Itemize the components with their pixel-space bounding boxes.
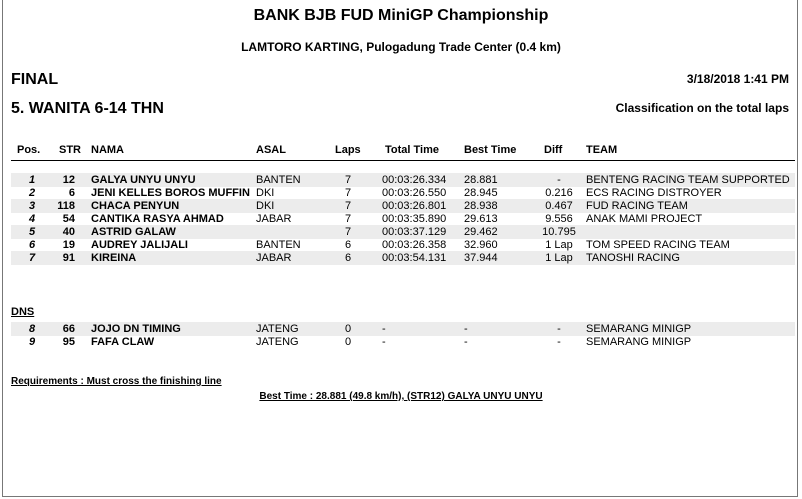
cell-str: 12 bbox=[62, 174, 75, 186]
cell-asal: DKI bbox=[256, 187, 275, 199]
cell-nama: JOJO DN TIMING bbox=[91, 323, 181, 335]
cell-nama: FAFA CLAW bbox=[91, 336, 155, 348]
cell-diff: 0.216 bbox=[545, 187, 573, 199]
cell-best-time: 28.945 bbox=[464, 187, 498, 199]
cell-diff: - bbox=[557, 174, 561, 186]
col-diff-header: Diff bbox=[544, 144, 563, 156]
cell-pos: 5 bbox=[28, 226, 36, 238]
cell-best-time: - bbox=[464, 336, 468, 348]
cell-team: TOM SPEED RACING TEAM bbox=[586, 239, 730, 251]
col-total-time-header: Total Time bbox=[385, 144, 439, 156]
cell-best-time: 28.938 bbox=[464, 200, 498, 212]
dns-label: DNS bbox=[11, 306, 35, 318]
cell-best-time: 32.960 bbox=[464, 239, 498, 251]
cell-str: 91 bbox=[62, 252, 75, 264]
best-time-note: Best Time : 28.881 (49.8 km/h), (STR12) GALYA UNYU UNYU bbox=[259, 391, 543, 402]
table-row bbox=[11, 322, 795, 336]
cell-total-time: - bbox=[382, 336, 386, 348]
table-row bbox=[11, 238, 795, 252]
col-asal-header: ASAL bbox=[256, 144, 286, 156]
col-nama-header: NAMA bbox=[91, 144, 124, 156]
cell-laps: 7 bbox=[345, 187, 352, 199]
cell-total-time: 00:03:35.890 bbox=[382, 213, 447, 225]
table-row bbox=[11, 173, 795, 187]
cell-laps: 7 bbox=[345, 213, 352, 225]
session-name: FINAL bbox=[11, 71, 59, 88]
cell-str: 40 bbox=[62, 226, 75, 238]
session-datetime: 3/18/2018 1:41 PM bbox=[686, 72, 789, 86]
cell-str: 6 bbox=[68, 187, 75, 199]
cell-best-time: 29.462 bbox=[464, 226, 498, 238]
cell-total-time: - bbox=[382, 323, 386, 335]
cell-pos: 2 bbox=[28, 187, 36, 199]
cell-team: ECS RACING DISTROYER bbox=[586, 187, 722, 199]
requirements-note: Requirements : Must cross the finishing line bbox=[11, 376, 222, 387]
cell-pos: 6 bbox=[28, 239, 36, 251]
cell-diff: 10.795 bbox=[542, 226, 576, 238]
cell-asal: JABAR bbox=[256, 213, 292, 225]
cell-nama: JENI KELLES BOROS MUFFIN bbox=[91, 187, 250, 199]
cell-best-time: 37.944 bbox=[464, 252, 498, 264]
cell-diff: 1 Lap bbox=[545, 252, 573, 264]
cell-laps: 7 bbox=[345, 226, 352, 238]
cell-best-time: 28.881 bbox=[464, 174, 498, 186]
cell-asal: BANTEN bbox=[256, 174, 301, 186]
cell-pos: 7 bbox=[28, 252, 36, 264]
cell-asal: DKI bbox=[256, 200, 275, 212]
cell-pos: 3 bbox=[28, 200, 36, 212]
cell-asal: JABAR bbox=[256, 252, 292, 264]
classification-note: Classification on the total laps bbox=[615, 101, 789, 115]
cell-asal: JATENG bbox=[256, 336, 299, 348]
table-row bbox=[11, 212, 795, 226]
cell-diff: 9.556 bbox=[545, 213, 573, 225]
cell-laps: 7 bbox=[345, 200, 352, 212]
cell-total-time: 00:03:54.131 bbox=[382, 252, 447, 264]
cell-team: FUD RACING TEAM bbox=[586, 200, 688, 212]
cell-team: SEMARANG MINIGP bbox=[586, 323, 692, 335]
cell-str: 95 bbox=[62, 336, 75, 348]
cell-nama: AUDREY JALIJALI bbox=[91, 239, 188, 251]
category-title: 5. WANITA 6-14 THN bbox=[11, 100, 164, 117]
cell-str: 118 bbox=[57, 200, 75, 212]
table-row bbox=[11, 251, 795, 265]
cell-total-time: 00:03:26.550 bbox=[382, 187, 447, 199]
cell-pos: 1 bbox=[28, 174, 36, 186]
cell-best-time: - bbox=[464, 323, 468, 335]
col-str-header: STR bbox=[59, 144, 81, 156]
col-pos-header: Pos. bbox=[17, 144, 41, 156]
col-team-header: TEAM bbox=[586, 144, 618, 156]
cell-nama: CANTIKA RASYA AHMAD bbox=[91, 213, 224, 225]
cell-diff: - bbox=[557, 336, 561, 348]
cell-str: 54 bbox=[62, 213, 75, 225]
table-row bbox=[11, 335, 795, 349]
cell-nama: ASTRID GALAW bbox=[91, 226, 176, 238]
col-best-time-header: Best Time bbox=[464, 144, 517, 156]
cell-best-time: 29.613 bbox=[464, 213, 498, 225]
cell-diff: - bbox=[557, 323, 561, 335]
cell-total-time: 00:03:26.334 bbox=[382, 174, 447, 186]
cell-laps: 6 bbox=[345, 239, 352, 251]
cell-total-time: 00:03:37.129 bbox=[382, 226, 447, 238]
cell-total-time: 00:03:26.358 bbox=[382, 239, 447, 251]
cell-team: TANOSHI RACING bbox=[586, 252, 680, 264]
venue-subtitle: LAMTORO KARTING, Pulogadung Trade Center (0.4 km) bbox=[241, 40, 561, 54]
cell-laps: 6 bbox=[345, 252, 352, 264]
cell-asal: BANTEN bbox=[256, 239, 301, 251]
cell-diff: 0.467 bbox=[545, 200, 573, 212]
cell-nama: CHACA PENYUN bbox=[91, 200, 180, 212]
header-divider bbox=[11, 160, 795, 161]
cell-str: 66 bbox=[62, 323, 75, 335]
col-laps-header: Laps bbox=[335, 144, 361, 156]
cell-laps: 7 bbox=[345, 174, 352, 186]
cell-pos: 9 bbox=[28, 336, 36, 348]
cell-asal: JATENG bbox=[256, 323, 299, 335]
table-row bbox=[11, 186, 795, 200]
cell-pos: 8 bbox=[28, 323, 36, 335]
cell-pos: 4 bbox=[28, 213, 36, 225]
cell-nama: GALYA UNYU UNYU bbox=[91, 174, 196, 186]
cell-str: 19 bbox=[62, 239, 75, 251]
cell-laps: 0 bbox=[345, 323, 352, 335]
cell-laps: 0 bbox=[345, 336, 352, 348]
table-row bbox=[11, 225, 795, 239]
cell-diff: 1 Lap bbox=[545, 239, 573, 251]
cell-team: SEMARANG MINIGP bbox=[586, 336, 692, 348]
championship-title: BANK BJB FUD MiniGP Championship bbox=[253, 7, 549, 24]
cell-team: ANAK MAMI PROJECT bbox=[586, 213, 703, 225]
cell-team: BENTENG RACING TEAM SUPPORTED bbox=[586, 174, 790, 186]
cell-total-time: 00:03:26.801 bbox=[382, 200, 447, 212]
cell-nama: KIREINA bbox=[91, 252, 137, 264]
table-row bbox=[11, 199, 795, 213]
